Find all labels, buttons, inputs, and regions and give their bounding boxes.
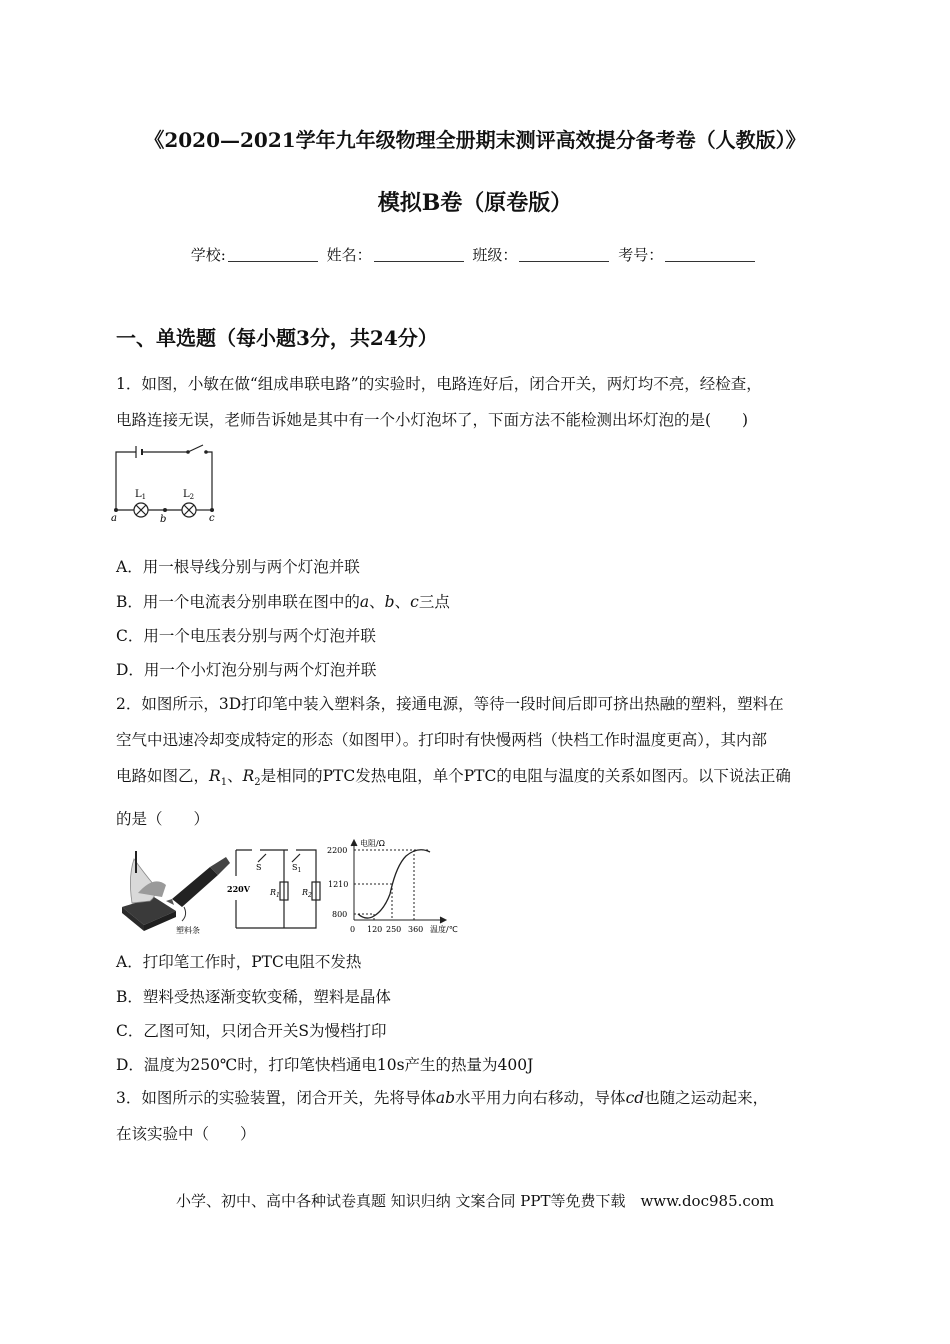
lamp-1-label: $L_1$ xyxy=(135,489,147,501)
conductor-cd: cd xyxy=(625,1089,645,1107)
q2-line-2: 空气中迅速冷却变成特定的形态（如图甲）。打印时有快慢两档（快档工作时温度更高），其内部 xyxy=(116,731,768,749)
r2-label: $R_2$ xyxy=(302,888,312,899)
separator: 、 xyxy=(227,767,243,785)
q3-line-1-suffix: 也随之运动起来， xyxy=(644,1089,769,1107)
q2-line-3-suffix: 是相同的PTC发热电阻，单个PTC的电阻与温度的关系如图丙。以下说法正确 xyxy=(260,767,791,785)
voltage-label: 220V xyxy=(227,884,250,894)
q1-option-c[interactable]: C．用一个电压表分别与两个灯泡并联 xyxy=(116,627,376,645)
r1-symbol: R xyxy=(209,767,221,785)
point-b-ref: b xyxy=(384,593,395,611)
school-blank[interactable] xyxy=(228,245,318,262)
q3-line-2: 在该实验中（ ） xyxy=(116,1125,256,1143)
q2-line-3 xyxy=(116,758,836,801)
name-blank[interactable] xyxy=(374,245,464,262)
q3-line-1 xyxy=(116,1080,836,1116)
q1-option-d[interactable]: D．用一个小灯泡分别与两个灯泡并联 xyxy=(116,661,377,679)
x-tick: 120 xyxy=(367,925,383,934)
page-footer: 小学、初中、高中各种试卷真题 知识归纳 文案合同 PPT等免费下载 www.doc985.com xyxy=(175,1192,775,1210)
separator: 、 xyxy=(394,593,411,611)
exam-number-label: 考号： xyxy=(618,246,664,264)
point-a-label: a xyxy=(111,513,117,524)
section-heading: 一、单选题（每小题3分，共24分） xyxy=(116,326,438,350)
exam-subtitle: 模拟B卷（原卷版） xyxy=(377,190,573,216)
q2-option-a[interactable]: A．打印笔工作时，PTC电阻不发热 xyxy=(116,953,362,971)
q2-line-1: 2．如图所示，3D打印笔中装入塑料条，接通电源，等待一段时间后即可挤出热融的塑料，塑料在 xyxy=(116,695,784,713)
name-label: 姓名： xyxy=(326,246,372,264)
q3-line-1-prefix: 3．如图所示的实验装置，闭合开关，先将导体 xyxy=(116,1089,436,1107)
y-axis-label: 电阻/Ω xyxy=(360,839,385,848)
ptc-resistance-graph xyxy=(326,836,476,940)
x-tick: 360 xyxy=(408,925,424,934)
exam-number-blank[interactable] xyxy=(665,245,755,262)
r1-subscript: 1 xyxy=(220,777,228,789)
class-blank[interactable] xyxy=(519,245,609,262)
q2-option-c[interactable]: C．乙图可知，只闭合开关S为慢档打印 xyxy=(116,1022,387,1040)
q2-line-3-prefix: 电路如图乙， xyxy=(116,767,210,785)
x-tick: 0 xyxy=(350,925,356,934)
point-b-label: b xyxy=(160,514,167,524)
plastic-strip-label: 塑料条 xyxy=(176,926,200,935)
y-tick: 1210 xyxy=(328,880,349,889)
question-2-text xyxy=(116,686,836,837)
school-label: 学校: xyxy=(190,246,226,264)
series-circuit-figure xyxy=(108,440,220,524)
q1-option-b[interactable] xyxy=(116,590,450,612)
ptc-circuit-figure xyxy=(226,842,330,936)
point-c-ref: c xyxy=(410,593,419,611)
conductor-ab: ab xyxy=(435,1089,456,1107)
q3-line-1-middle: 水平用力向右移动，导体 xyxy=(455,1089,626,1107)
resistance-curve xyxy=(358,850,430,918)
q1-option-b-suffix: 三点 xyxy=(418,593,450,611)
q1-option-b-text: B．用一个电流表分别串联在图中的 xyxy=(116,593,360,611)
q2-option-d[interactable]: D．温度为250℃时，打印笔快档通电10s产生的热量为400J xyxy=(116,1056,534,1074)
r1-label: $R_1$ xyxy=(270,888,280,899)
separator: 、 xyxy=(369,593,385,611)
q2-option-b[interactable]: B．塑料受热逐渐变软变稀，塑料是晶体 xyxy=(116,988,391,1006)
q1-line-2: 电路连接无误，老师告诉她是其中有一个小灯泡坏了，下面方法不能检测出坏灯泡的是( ) xyxy=(116,411,749,429)
class-label: 班级： xyxy=(472,246,518,264)
exam-title: 《2020—2021学年九年级物理全册期末测评高效提分备考卷（人教版）》 xyxy=(144,128,806,152)
r2-symbol: R xyxy=(242,767,255,785)
y-tick: 2200 xyxy=(327,846,348,855)
x-tick: 250 xyxy=(386,925,402,934)
q2-line-4: 的是（ ） xyxy=(116,810,210,829)
q1-line-1: 1．如图，小敏在做“组成串联电路”的实验时，电路连好后，闭合开关，两灯均不亮，经检查， xyxy=(116,375,762,393)
question-1-text xyxy=(116,366,836,438)
point-c-label: c xyxy=(209,513,215,524)
x-axis-label: 温度/℃ xyxy=(430,925,458,934)
q1-option-a[interactable]: A．用一根导线分别与两个灯泡并联 xyxy=(116,558,360,576)
question-3-text xyxy=(116,1080,836,1152)
lamp-2-label: $L_2$ xyxy=(183,489,195,501)
switch-s-label: S xyxy=(256,863,262,872)
3d-pen-photo xyxy=(114,845,234,935)
point-a-ref: a xyxy=(359,593,370,611)
student-info-row xyxy=(0,244,950,265)
r2-subscript: 2 xyxy=(254,777,261,789)
switch-s1-label: $S_1$ xyxy=(292,863,302,874)
y-tick: 800 xyxy=(332,910,348,919)
